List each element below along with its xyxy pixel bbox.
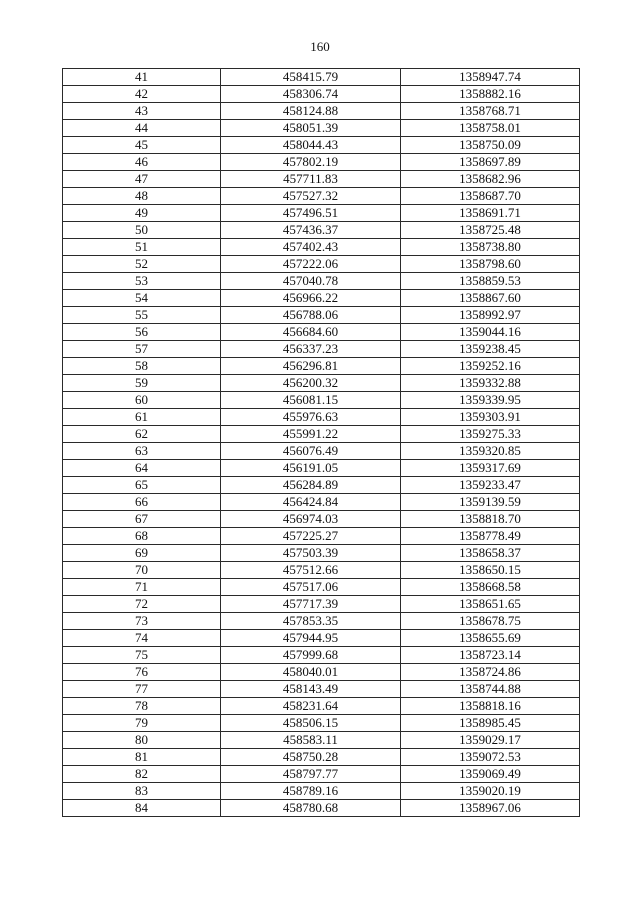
point-number-cell: 43 — [63, 103, 221, 120]
x-coordinate-cell: 455976.63 — [221, 409, 401, 426]
point-number-cell: 68 — [63, 528, 221, 545]
table-row — [63, 188, 580, 205]
table-row — [63, 137, 580, 154]
table-row — [63, 647, 580, 664]
y-coordinate-cell: 1359339.95 — [401, 392, 580, 409]
point-number-cell: 45 — [63, 137, 221, 154]
y-coordinate-cell: 1359139.59 — [401, 494, 580, 511]
point-number-cell: 70 — [63, 562, 221, 579]
x-coordinate-cell: 458780.68 — [221, 800, 401, 817]
table-row — [63, 698, 580, 715]
point-number-cell: 58 — [63, 358, 221, 375]
y-coordinate-cell: 1358697.89 — [401, 154, 580, 171]
x-coordinate-cell: 458124.88 — [221, 103, 401, 120]
point-number-cell: 63 — [63, 443, 221, 460]
y-coordinate-cell: 1358668.58 — [401, 579, 580, 596]
table-row — [63, 715, 580, 732]
table-row — [63, 120, 580, 137]
table-row — [63, 613, 580, 630]
x-coordinate-cell: 456191.05 — [221, 460, 401, 477]
x-coordinate-cell: 456974.03 — [221, 511, 401, 528]
y-coordinate-cell: 1358967.06 — [401, 800, 580, 817]
table-row — [63, 154, 580, 171]
x-coordinate-cell: 457222.06 — [221, 256, 401, 273]
point-number-cell: 54 — [63, 290, 221, 307]
y-coordinate-cell: 1358650.15 — [401, 562, 580, 579]
point-number-cell: 65 — [63, 477, 221, 494]
table-row — [63, 392, 580, 409]
x-coordinate-cell: 456076.49 — [221, 443, 401, 460]
table-row — [63, 341, 580, 358]
point-number-cell: 44 — [63, 120, 221, 137]
y-coordinate-cell: 1358859.53 — [401, 273, 580, 290]
point-number-cell: 50 — [63, 222, 221, 239]
y-coordinate-cell: 1359029.17 — [401, 732, 580, 749]
y-coordinate-cell: 1358723.14 — [401, 647, 580, 664]
y-coordinate-cell: 1358798.60 — [401, 256, 580, 273]
point-number-cell: 47 — [63, 171, 221, 188]
y-coordinate-cell: 1359317.69 — [401, 460, 580, 477]
table-row — [63, 443, 580, 460]
table-row — [63, 324, 580, 341]
point-number-cell: 78 — [63, 698, 221, 715]
point-number-cell: 69 — [63, 545, 221, 562]
point-number-cell: 82 — [63, 766, 221, 783]
x-coordinate-cell: 457512.66 — [221, 562, 401, 579]
table-row — [63, 273, 580, 290]
x-coordinate-cell: 458789.16 — [221, 783, 401, 800]
table-row — [63, 375, 580, 392]
x-coordinate-cell: 456684.60 — [221, 324, 401, 341]
y-coordinate-cell: 1359233.47 — [401, 477, 580, 494]
point-number-cell: 41 — [63, 69, 221, 86]
point-number-cell: 77 — [63, 681, 221, 698]
x-coordinate-cell: 456337.23 — [221, 341, 401, 358]
y-coordinate-cell: 1358687.70 — [401, 188, 580, 205]
x-coordinate-cell: 456424.84 — [221, 494, 401, 511]
point-number-cell: 83 — [63, 783, 221, 800]
y-coordinate-cell: 1359332.88 — [401, 375, 580, 392]
table-row — [63, 732, 580, 749]
table-row — [63, 494, 580, 511]
x-coordinate-cell: 456081.15 — [221, 392, 401, 409]
y-coordinate-cell: 1359320.85 — [401, 443, 580, 460]
y-coordinate-cell: 1358651.65 — [401, 596, 580, 613]
table-row — [63, 800, 580, 817]
x-coordinate-cell: 457802.19 — [221, 154, 401, 171]
x-coordinate-cell: 455991.22 — [221, 426, 401, 443]
point-number-cell: 76 — [63, 664, 221, 681]
y-coordinate-cell: 1359044.16 — [401, 324, 580, 341]
table-row — [63, 579, 580, 596]
y-coordinate-cell: 1358678.75 — [401, 613, 580, 630]
y-coordinate-cell: 1358947.74 — [401, 69, 580, 86]
x-coordinate-cell: 457853.35 — [221, 613, 401, 630]
table-row — [63, 256, 580, 273]
point-number-cell: 48 — [63, 188, 221, 205]
y-coordinate-cell: 1358882.16 — [401, 86, 580, 103]
x-coordinate-cell: 456296.81 — [221, 358, 401, 375]
coordinates-table-body — [63, 69, 580, 817]
x-coordinate-cell: 457711.83 — [221, 171, 401, 188]
y-coordinate-cell: 1358768.71 — [401, 103, 580, 120]
y-coordinate-cell: 1358867.60 — [401, 290, 580, 307]
y-coordinate-cell: 1359238.45 — [401, 341, 580, 358]
x-coordinate-cell: 458051.39 — [221, 120, 401, 137]
y-coordinate-cell: 1358750.09 — [401, 137, 580, 154]
point-number-cell: 75 — [63, 647, 221, 664]
point-number-cell: 84 — [63, 800, 221, 817]
table-row — [63, 69, 580, 86]
table-row — [63, 596, 580, 613]
x-coordinate-cell: 458143.49 — [221, 681, 401, 698]
table-row — [63, 783, 580, 800]
x-coordinate-cell: 456966.22 — [221, 290, 401, 307]
y-coordinate-cell: 1358724.86 — [401, 664, 580, 681]
point-number-cell: 81 — [63, 749, 221, 766]
x-coordinate-cell: 456788.06 — [221, 307, 401, 324]
table-row — [63, 681, 580, 698]
x-coordinate-cell: 457436.37 — [221, 222, 401, 239]
table-row — [63, 205, 580, 222]
table-row — [63, 239, 580, 256]
point-number-cell: 57 — [63, 341, 221, 358]
table-row — [63, 545, 580, 562]
x-coordinate-cell: 457944.95 — [221, 630, 401, 647]
table-row — [63, 86, 580, 103]
x-coordinate-cell: 457040.78 — [221, 273, 401, 290]
point-number-cell: 61 — [63, 409, 221, 426]
point-number-cell: 71 — [63, 579, 221, 596]
coordinates-table — [62, 68, 580, 817]
point-number-cell: 67 — [63, 511, 221, 528]
y-coordinate-cell: 1359069.49 — [401, 766, 580, 783]
y-coordinate-cell: 1359020.19 — [401, 783, 580, 800]
x-coordinate-cell: 458306.74 — [221, 86, 401, 103]
y-coordinate-cell: 1358658.37 — [401, 545, 580, 562]
y-coordinate-cell: 1358818.16 — [401, 698, 580, 715]
y-coordinate-cell: 1359072.53 — [401, 749, 580, 766]
point-number-cell: 51 — [63, 239, 221, 256]
table-row — [63, 630, 580, 647]
point-number-cell: 53 — [63, 273, 221, 290]
y-coordinate-cell: 1359303.91 — [401, 409, 580, 426]
x-coordinate-cell: 457517.06 — [221, 579, 401, 596]
x-coordinate-cell: 457225.27 — [221, 528, 401, 545]
table-row — [63, 511, 580, 528]
point-number-cell: 56 — [63, 324, 221, 341]
x-coordinate-cell: 457527.32 — [221, 188, 401, 205]
x-coordinate-cell: 458415.79 — [221, 69, 401, 86]
y-coordinate-cell: 1358992.97 — [401, 307, 580, 324]
point-number-cell: 59 — [63, 375, 221, 392]
table-row — [63, 766, 580, 783]
x-coordinate-cell: 457503.39 — [221, 545, 401, 562]
table-row — [63, 749, 580, 766]
y-coordinate-cell: 1358758.01 — [401, 120, 580, 137]
point-number-cell: 64 — [63, 460, 221, 477]
x-coordinate-cell: 458583.11 — [221, 732, 401, 749]
page-number: 160 — [310, 39, 330, 54]
y-coordinate-cell: 1358738.80 — [401, 239, 580, 256]
y-coordinate-cell: 1358744.88 — [401, 681, 580, 698]
table-row — [63, 290, 580, 307]
point-number-cell: 74 — [63, 630, 221, 647]
point-number-cell: 60 — [63, 392, 221, 409]
y-coordinate-cell: 1359252.16 — [401, 358, 580, 375]
table-row — [63, 103, 580, 120]
table-row — [63, 528, 580, 545]
x-coordinate-cell: 458040.01 — [221, 664, 401, 681]
point-number-cell: 79 — [63, 715, 221, 732]
point-number-cell: 49 — [63, 205, 221, 222]
point-number-cell: 66 — [63, 494, 221, 511]
point-number-cell: 62 — [63, 426, 221, 443]
x-coordinate-cell: 457717.39 — [221, 596, 401, 613]
x-coordinate-cell: 458750.28 — [221, 749, 401, 766]
table-row — [63, 460, 580, 477]
x-coordinate-cell: 457999.68 — [221, 647, 401, 664]
point-number-cell: 46 — [63, 154, 221, 171]
table-row — [63, 477, 580, 494]
point-number-cell: 80 — [63, 732, 221, 749]
y-coordinate-cell: 1358655.69 — [401, 630, 580, 647]
point-number-cell: 52 — [63, 256, 221, 273]
y-coordinate-cell: 1358682.96 — [401, 171, 580, 188]
y-coordinate-cell: 1358691.71 — [401, 205, 580, 222]
point-number-cell: 73 — [63, 613, 221, 630]
x-coordinate-cell: 458044.43 — [221, 137, 401, 154]
table-row — [63, 307, 580, 324]
table-row — [63, 222, 580, 239]
y-coordinate-cell: 1358985.45 — [401, 715, 580, 732]
x-coordinate-cell: 456284.89 — [221, 477, 401, 494]
x-coordinate-cell: 458506.15 — [221, 715, 401, 732]
y-coordinate-cell: 1358778.49 — [401, 528, 580, 545]
point-number-cell: 72 — [63, 596, 221, 613]
table-row — [63, 358, 580, 375]
x-coordinate-cell: 457496.51 — [221, 205, 401, 222]
x-coordinate-cell: 458797.77 — [221, 766, 401, 783]
point-number-cell: 42 — [63, 86, 221, 103]
table-row — [63, 562, 580, 579]
y-coordinate-cell: 1359275.33 — [401, 426, 580, 443]
table-row — [63, 664, 580, 681]
table-row — [63, 409, 580, 426]
y-coordinate-cell: 1358818.70 — [401, 511, 580, 528]
table-row — [63, 426, 580, 443]
x-coordinate-cell: 456200.32 — [221, 375, 401, 392]
x-coordinate-cell: 458231.64 — [221, 698, 401, 715]
y-coordinate-cell: 1358725.48 — [401, 222, 580, 239]
table-row — [63, 171, 580, 188]
point-number-cell: 55 — [63, 307, 221, 324]
x-coordinate-cell: 457402.43 — [221, 239, 401, 256]
